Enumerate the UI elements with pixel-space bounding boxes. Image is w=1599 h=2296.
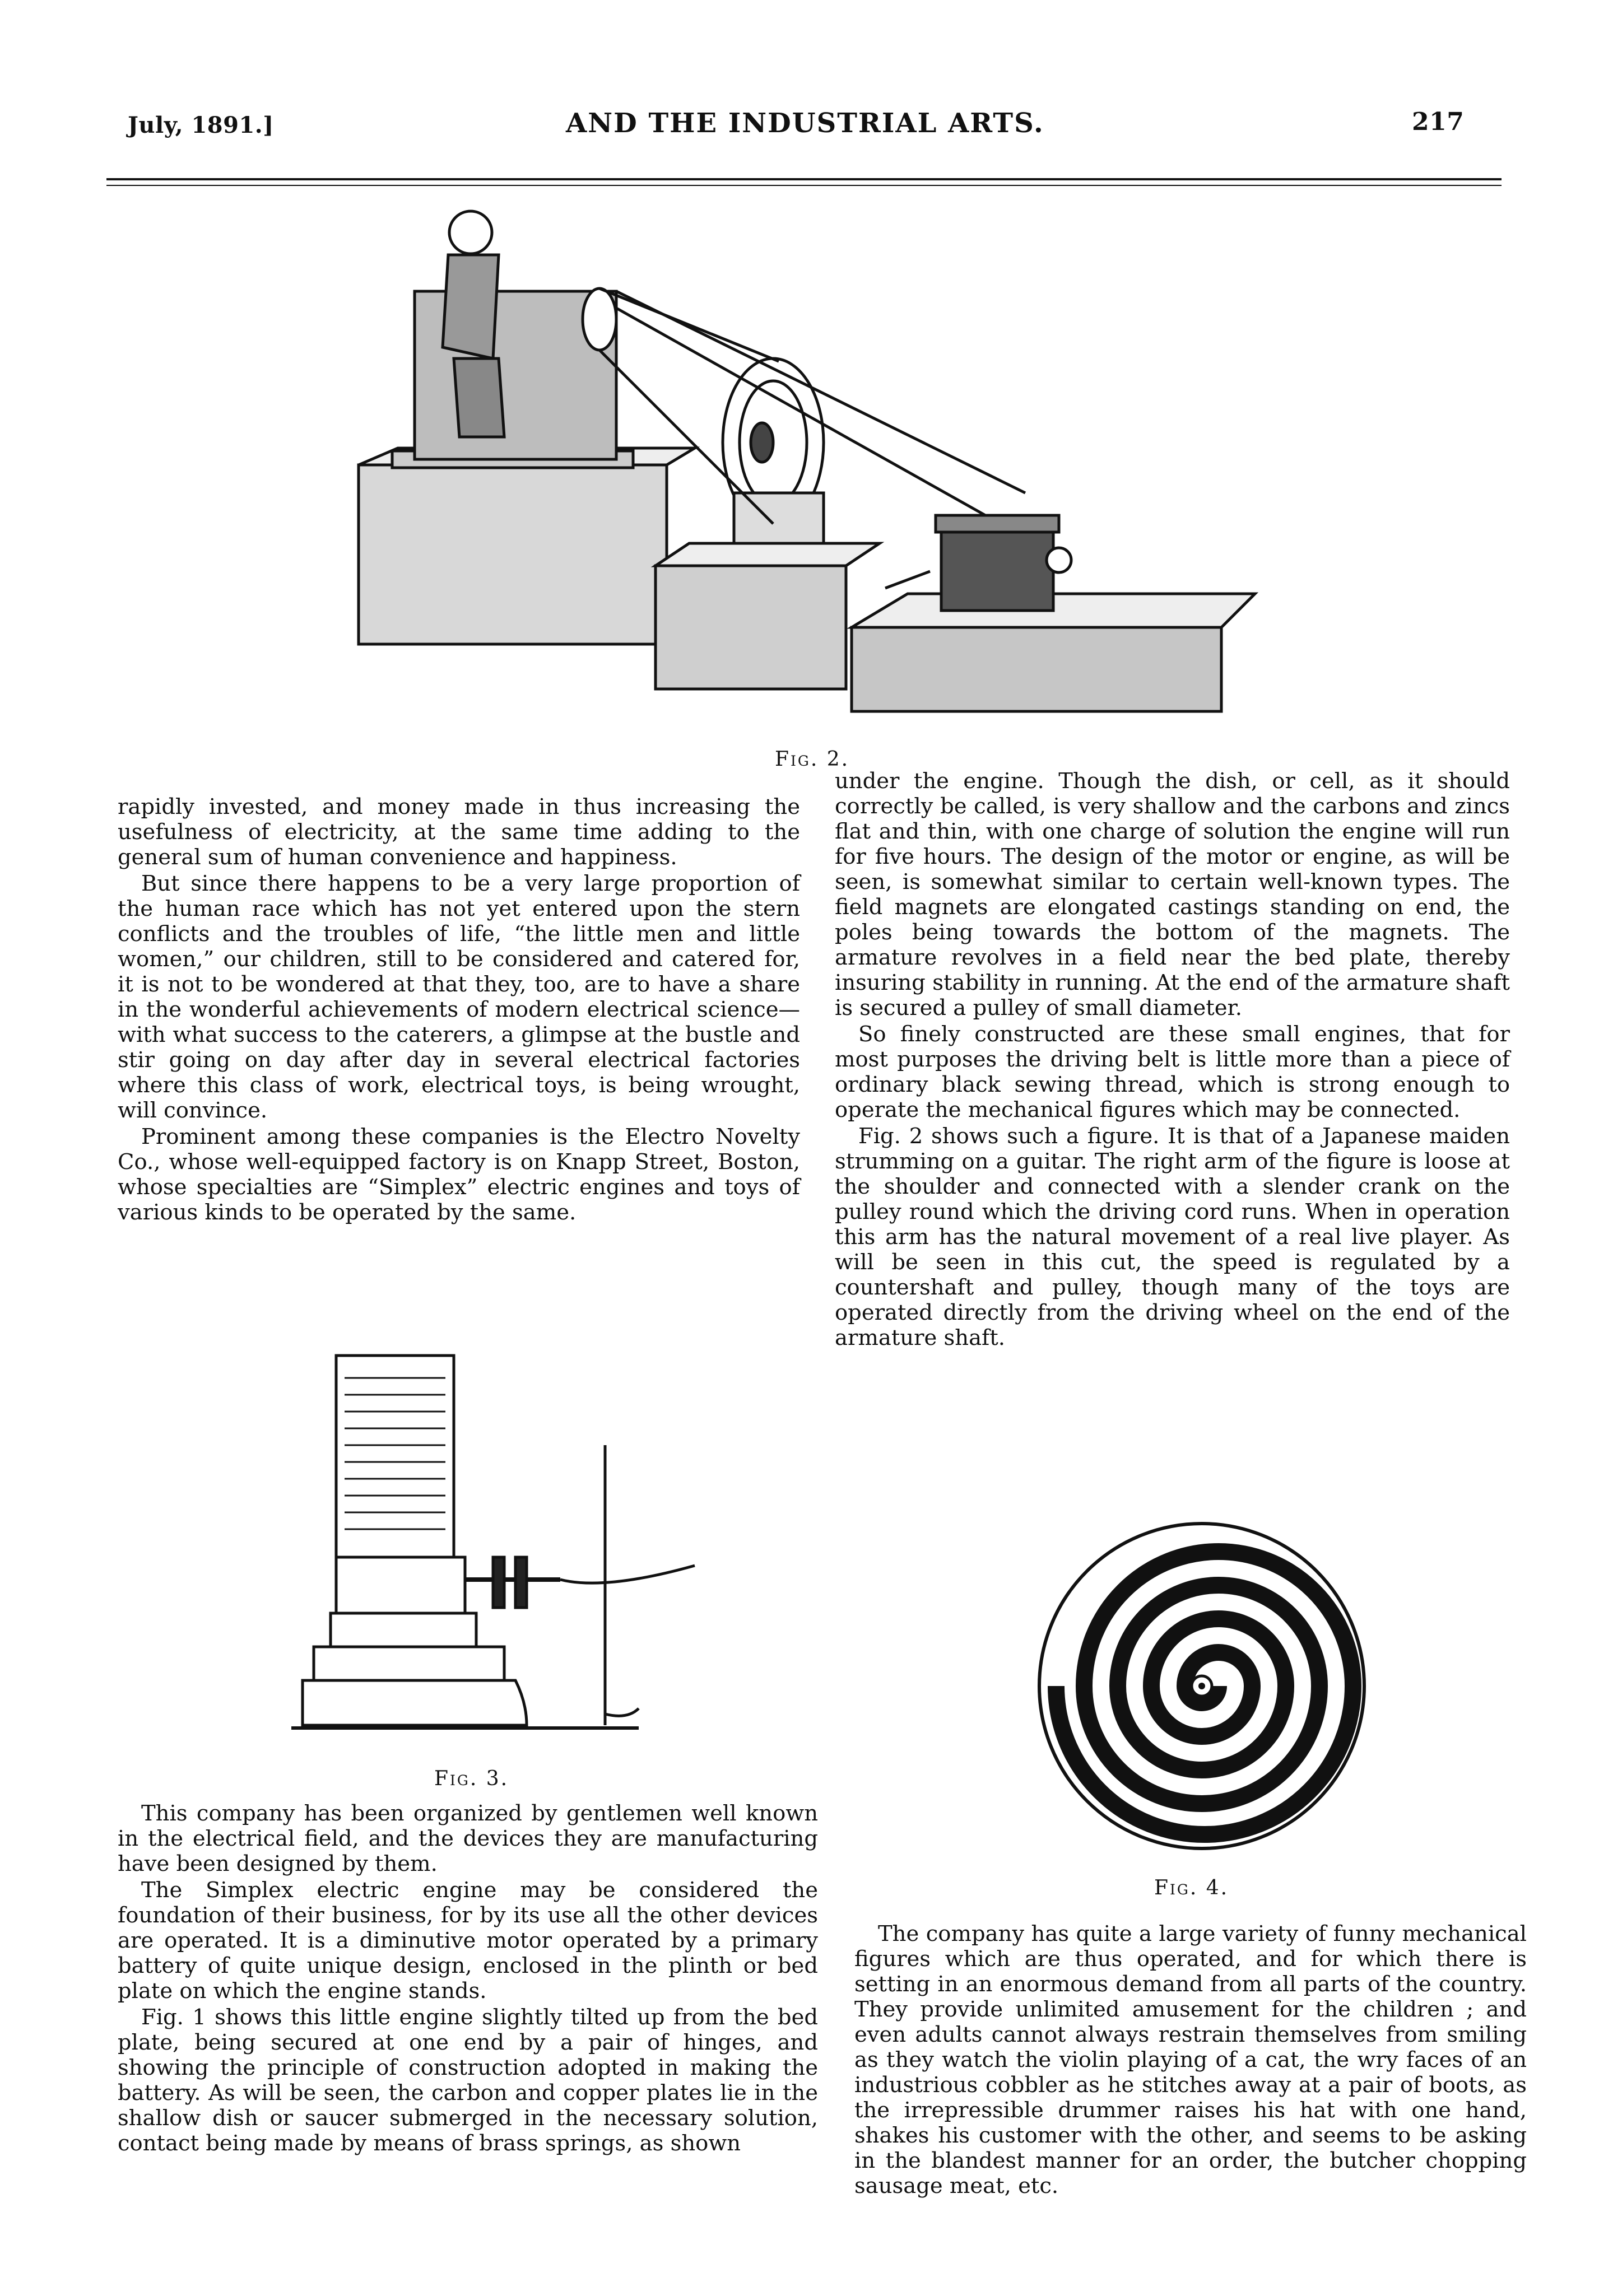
left-column-top [118,794,800,1226]
paragraph: The company has quite a large variety of funny mechanical figures which are thus operated, and for which there is setting in an enormous demand from all parts of the country. They provide unlimited amusement for the children ; and even adults cannot always restrain themselves from smiling as they watch the violin playing of a cat, the wry faces of an industrious cobbler as he stitches away at a pair of boots, as the irrepressible drummer raises his hat with one hand, shakes his customer with the other, and seems to be asking in the blandest manner for an order, the butcher chopping sausage meat, etc. [854,1921,1527,2199]
paragraph: Fig. 1 shows this little engine slightly tilted up from the bed plate, being secured at one end by a pair of hinges, and showing the principle of construction adopted in making the battery. As will be seen, the carbon and copper plates lie in the shallow dish or saucer submerged in the necessary solution, contact being made by means of brass springs, as shown [118,2005,818,2156]
paragraph: So finely constructed are these small engines, that for most purposes the driving belt is little more than a piece of ordinary black sewing thread, which is strong enough to operate the mechanical figures which may be connected. [835,1022,1510,1123]
paragraph: But since there happens to be a very large proportion of the human race which has not yet entered upon the stern conflicts and the troubles of life, “the little men and little women,” our children, still to be considered and catered for, it is not to be wondered at that they, too, are to have a share in the wonderful achievements of modern electrical science—with what success to the caterers, a glimpse at the bustle and stir going on day after day in several electrical factories where this class of work, electrical toys, is being wrought, will convince. [118,871,800,1123]
fig3-caption: Fig. 3. [434,1767,509,1790]
fig4-caption: Fig. 4. [1154,1876,1229,1899]
paragraph: under the engine. Though the dish, or cell, as it should correctly be called, is very shallow and the carbons and zincs flat and thin, with one charge of solution the engine will run for five hours. The design of the motor or engine, as will be seen, is somewhat similar to certain well-known types. The field magnets are elongated castings standing on end, the poles being towards the bottom of the magnets. The armature revolves in a field near the bed plate, thereby insuring stability in running. At the end of the armature shaft is secured a pulley of small diameter. [835,769,1510,1021]
right-column-top [835,769,1510,1352]
paragraph: This company has been organized by gentlemen well known in the electrical field, and the devices they are manufacturing have been designed by them. [118,1801,818,1876]
page-number: 217 [1412,108,1465,136]
fig2-caption: Fig. 2. [775,748,850,771]
header-rule-bottom [106,185,1502,186]
paragraph: rapidly invested, and money made in thus increasing the usefulness of electricity, at the same time adding to the general sum of human convenience and happiness. [118,794,800,870]
header-date: July, 1891.] [128,112,274,138]
paragraph: Fig. 2 shows such a figure. It is that of a Japanese maiden strumming on a guitar. The right arm of the figure is loose at the shoulder and connected with a slender crank on the pulley round which the driving cord runs. When in operation this arm has the natural movement of a real live player. As will be seen in this cut, the speed is regulated by a countershaft and pulley, though many of the toys are operated directly from the driving wheel on the end of the armature shaft. [835,1124,1510,1350]
right-column-bottom [854,1921,1527,2200]
header-rule-top [106,178,1502,180]
paragraph: The Simplex electric engine may be considered the foundation of their business, for by its use all the other devices are operated. It is a diminutive motor operated by a primary battery of quite unique design, enclosed in the plinth or bed plate on which the engine stands. [118,1878,818,2004]
fig4-spiral-disc [1022,1512,1381,1860]
fig3-illustration [291,1344,728,1753]
left-column-bottom [118,1801,818,2157]
running-title: AND THE INDUSTRIAL ARTS. [566,108,1044,139]
fig2-illustration [347,202,1266,734]
paragraph: Prominent among these companies is the Electro Novelty Co., whose well-equipped factory is on Knapp Street, Boston, whose specialties are “Simplex” electric engines and toys of various kinds to be operated by the same. [118,1124,800,1225]
